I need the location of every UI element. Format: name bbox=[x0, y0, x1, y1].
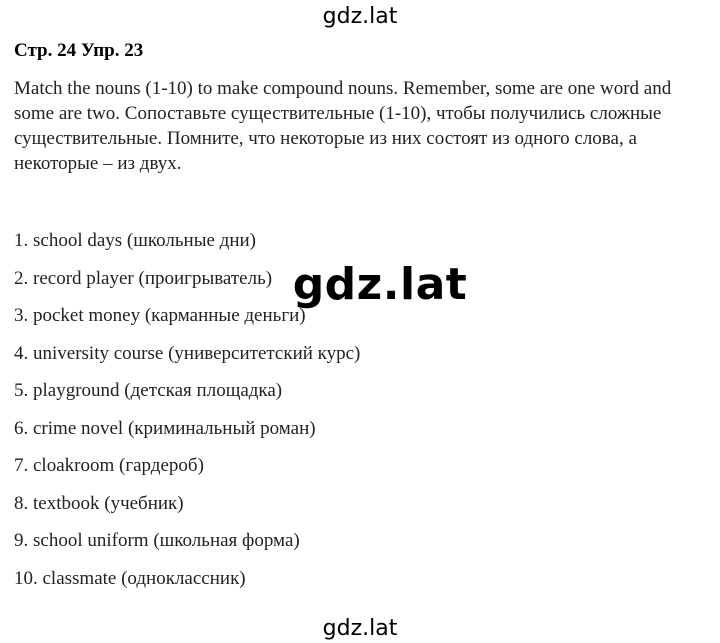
answer-item: 4. university course (университетский курс) bbox=[14, 342, 361, 364]
answer-item: 10. classmate (одноклассник) bbox=[14, 567, 246, 589]
answer-item: 6. crime novel (криминальный роман) bbox=[14, 417, 316, 439]
watermark-center: gdz.lat bbox=[292, 259, 468, 310]
exercise-instructions: Match the nouns (1-10) to make compound nouns. Remember, some are one word and some are two. Сопоставьте существительные (1-10), чтобы получились сложные существительные. Помните, что некоторые из них состоят из одного слова, а некоторые – из двух. bbox=[14, 78, 672, 174]
answer-item: 5. playground (детская площадка) bbox=[14, 380, 283, 401]
answer-item: 2. record player (проигрыватель) bbox=[14, 267, 273, 289]
answer-item: 8. textbook (учебник) bbox=[14, 492, 184, 514]
answer-item: 1. school days (школьные дни) bbox=[14, 230, 256, 251]
answer-item: 7. cloakroom (гардероб) bbox=[14, 455, 204, 476]
answer-item: 3. pocket money (карманные деньги) bbox=[14, 305, 306, 326]
watermark-top: gdz.lat bbox=[322, 4, 398, 29]
watermark-bottom: gdz.lat bbox=[322, 616, 398, 641]
answer-item: 9. school uniform (школьная форма) bbox=[14, 530, 300, 551]
exercise-heading: Стр. 24 Упр. 23 bbox=[14, 40, 144, 61]
